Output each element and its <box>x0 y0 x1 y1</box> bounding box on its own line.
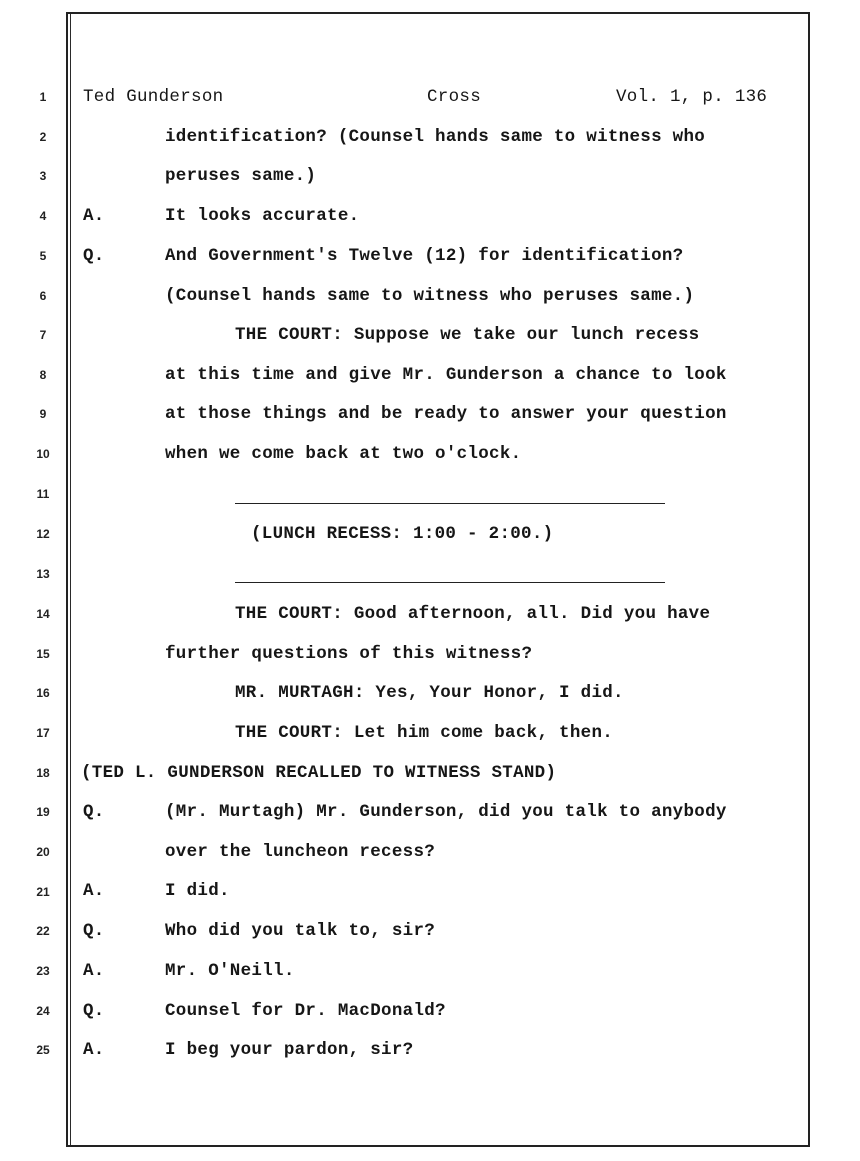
transcript-line-12: (LUNCH RECESS: 1:00 - 2:00.) <box>251 524 554 544</box>
speaker-label: A. <box>83 961 105 981</box>
line-number: 16 <box>36 686 50 700</box>
transcript-line-18: (TED L. GUNDERSON RECALLED TO WITNESS STAND) <box>81 763 557 783</box>
header-exam-type: Cross <box>427 87 482 107</box>
transcript-line-17: THE COURT: Let him come back, then. <box>235 723 614 743</box>
line-number: 13 <box>36 567 50 581</box>
line-number: 8 <box>39 368 47 382</box>
transcript-line-21: I did. <box>165 881 230 901</box>
transcript-line-20: over the luncheon recess? <box>165 842 436 862</box>
line-number: 9 <box>39 407 47 421</box>
line-number: 4 <box>39 209 47 223</box>
transcript-line-23: Mr. O'Neill. <box>165 961 295 981</box>
line-number: 12 <box>36 527 50 541</box>
transcript-line-3: peruses same.) <box>165 166 317 186</box>
line-number: 25 <box>36 1043 50 1057</box>
transcript-line-16: MR. MURTAGH: Yes, Your Honor, I did. <box>235 683 624 703</box>
line-number: 21 <box>36 885 50 899</box>
transcript-line-4: It looks accurate. <box>165 206 360 226</box>
transcript-line-6: (Counsel hands same to witness who peruses same.) <box>165 286 695 306</box>
line-number: 15 <box>36 647 50 661</box>
transcript-line-10: when we come back at two o'clock. <box>165 444 522 464</box>
speaker-label: Q. <box>83 802 105 822</box>
transcript-line-9: at those things and be ready to answer your question <box>165 404 727 424</box>
line-number: 3 <box>39 169 47 183</box>
transcript-line-22: Who did you talk to, sir? <box>165 921 436 941</box>
line-number: 2 <box>39 130 47 144</box>
recess-rule-bottom <box>235 582 665 583</box>
transcript-line-19: (Mr. Murtagh) Mr. Gunderson, did you talk to anybody <box>165 802 727 822</box>
line-number: 11 <box>36 487 50 501</box>
line-number: 7 <box>39 328 47 342</box>
line-number: 6 <box>39 289 47 303</box>
line-number: 14 <box>36 607 50 621</box>
line-number: 23 <box>36 964 50 978</box>
speaker-label: A. <box>83 206 105 226</box>
speaker-label: Q. <box>83 246 105 266</box>
header-witness-name: Ted Gunderson <box>83 87 224 107</box>
transcript-line-15: further questions of this witness? <box>165 644 533 664</box>
transcript-line-7: THE COURT: Suppose we take our lunch recess <box>235 325 700 345</box>
transcript-line-25: I beg your pardon, sir? <box>165 1040 414 1060</box>
transcript-line-2: identification? (Counsel hands same to witness who <box>165 127 706 147</box>
transcript-line-14: THE COURT: Good afternoon, all. Did you have <box>235 604 711 624</box>
speaker-label: A. <box>83 1040 105 1060</box>
line-number: 24 <box>36 1004 50 1018</box>
transcript-line-8: at this time and give Mr. Gunderson a chance to look <box>165 365 727 385</box>
line-number: 22 <box>36 924 50 938</box>
speaker-label: A. <box>83 881 105 901</box>
header-volume-page: Vol. 1, p. 136 <box>616 87 768 107</box>
line-number: 18 <box>36 766 50 780</box>
speaker-label: Q. <box>83 1001 105 1021</box>
line-number: 10 <box>36 447 50 461</box>
line-number: 19 <box>36 805 50 819</box>
transcript-line-5: And Government's Twelve (12) for identification? <box>165 246 684 266</box>
line-number: 5 <box>39 249 47 263</box>
line-number: 17 <box>36 726 50 740</box>
recess-rule-top <box>235 503 665 504</box>
speaker-label: Q. <box>83 921 105 941</box>
line-number: 1 <box>39 90 47 104</box>
line-number: 20 <box>36 845 50 859</box>
transcript-line-24: Counsel for Dr. MacDonald? <box>165 1001 446 1021</box>
line-number-margin-rule <box>70 14 71 1145</box>
